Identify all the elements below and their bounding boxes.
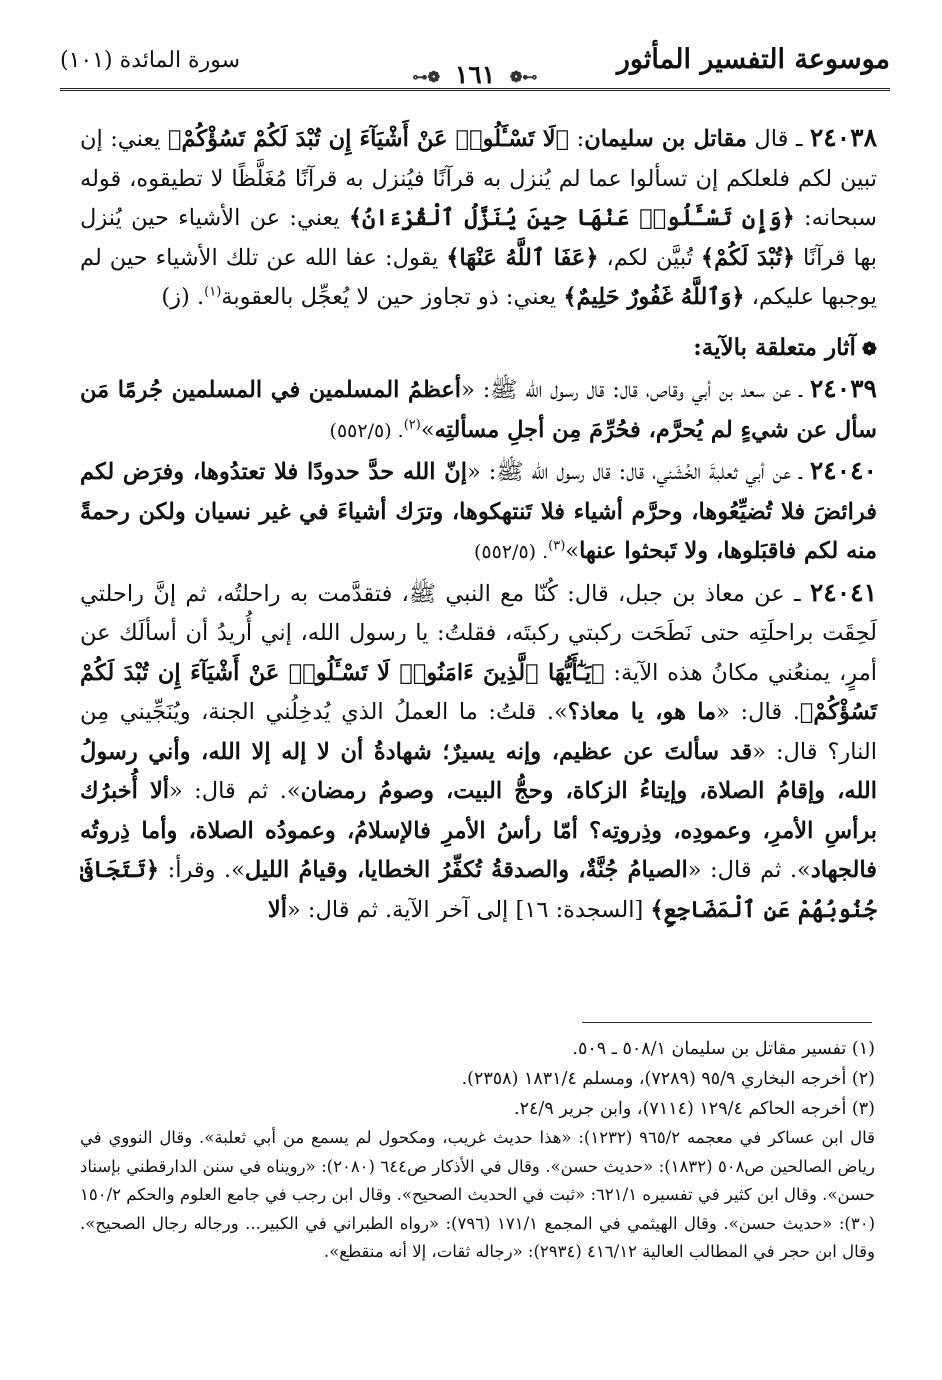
entry-text: عن أبي ثعلبةَ الخُشَني، قال: قال رسول الله ﷺ: « — [466, 459, 792, 485]
entry-text: ». ثم قال: « — [169, 778, 301, 804]
footnotes — [80, 1034, 875, 1267]
entry-24039 — [80, 369, 877, 451]
footnote-3-note: قال ابن عساكر في معجمه ٩٦٥/٢ (١٢٣٢): «هذا حديث غريب، ومكحول لم يسمع من أبي ثعلبة». وقال النووي في رياض الصالحين ص٥٠٨ (١٨٣٢): «حديث حسن». وقال في الأذكار ص٦٤٤ (٢٠٨٠): «رويناه في سنن الدارقطني بإسناد حسن». وقال ابن كثير في تفسيره ٦٢١/١: «ثبت في الحديث الصحيح». وقال ابن رجب في جامع العلوم والحكم ١٥٠/٢ (٣٠): «حديث حسن». وقال الهيثمي في المجمع ١٧١/١ (٧٩٦): «رواه الطبراني في الكبير... ورجاله رجال الصحيح». وقال ابن حجر في المطالب العالية ٤١٦/١٢ (٢٩٣٤): «رجاله ثقات، إلا أنه منقطع». — [80, 1128, 876, 1261]
hadith-text: إنّ الله حدَّ حدودًا فلا تعتدُوها، وفرَض لكم فرائضَ فلا تُضيِّعُوها، وحرَّم أشياء فلا تَنتهكوها، وترَك أشياءَ في غير نسيان ولكن رحمةً منه لكم فاقبَلوها، ولا تَبحثوا عنها — [80, 459, 877, 564]
entry-dash: ـ — [784, 580, 810, 607]
entry-text: قال — [746, 126, 789, 152]
hadith-text: ما هو، يا معاذ؟ — [567, 699, 717, 725]
footnote-marker[interactable]: (٢) — [403, 417, 421, 432]
footnote-2: (٢) أخرجه البخاري ٩٥/٩ (٧٢٨٩)، ومسلم ١٨٣١/٤ (٢٣٥٨). — [461, 1069, 875, 1089]
entry-text: يعني: عن الأشياء حين يُنزل بها قرآنًا — [80, 205, 877, 271]
entry-text: . (ز) — [161, 284, 205, 310]
entry-dash: ـ — [791, 459, 810, 485]
hadith-text: قد سألتَ عن عظيم، وإنه يسيرٌ؛ شهادةُ أن لا إله إلا الله، وأني رسولُ الله، وإقامُ الصلاة، وإيتاءُ الزكاة، وحجُّ البيت، وصومُ رمضان — [80, 738, 878, 804]
ornament-right-icon: ⊶❁ — [509, 67, 538, 86]
quran-verse: ﴿يَـٰٓأَيُّهَا ٱلَّذِينَ ءَامَنُوا۟ لَا تَسْـَٔلُوا۟ عَنْ أَشْيَآءَ إِن تُبْدَ لَكُمْ تَسُؤْكُمْ﴾ — [80, 659, 878, 725]
entry-text: ». وقرأ: — [159, 857, 245, 883]
entry-dash: ـ — [788, 126, 810, 152]
entry-text: ». ثم قال: « — [687, 857, 811, 883]
entry-text: عن معاذ بن جبل، قال: كُنّا مع النبي ﷺ، فتقدَّمت به راحلتُه، ثم إنَّ راحلتي لَحِقَت براحلَتِه حتى نَطَحَت ركبتي ركبتَه، فقلتُ: يا رسول الله، إني أُريدُ أن أسألَك عن أمرٍ، يمنعُني مكانُ هذه الآية: — [80, 580, 878, 686]
footnote-divider — [582, 1022, 872, 1023]
surah-label: سورة المائدة (١٠١) — [60, 48, 240, 73]
book-title: موسوعة التفسير المأثور — [616, 44, 890, 75]
header-divider — [60, 88, 890, 91]
hadith-text: ألا أُخبرُك برأسِ الأمرِ، وعمودِه، وذِروتِه؟ أمّا رأسُ الأمرِ فالإسلامُ، وعمودُه الصلاة، وأما ذِروتُه فالجهاد — [80, 778, 878, 883]
entry-number: ٢٤٠٣٩ — [809, 374, 877, 403]
footnote-marker[interactable]: (٣) — [548, 538, 566, 554]
entry-text: ». قلتُ: ما العملُ الذي يُدخِلُني الجنة، ويُنَجِّيني مِن النار؟ قال: « — [80, 699, 877, 765]
source-ref: . (٥٥٢/٥) — [329, 419, 404, 442]
quran-verse: ﴿وَإِن تَسْـَٔلُوا۟ عَنْهَا حِينَ يُنَزَّلُ ٱلْقُرْءَانُ﴾ — [348, 205, 795, 231]
narrator-name: مقاتل بن سليمان — [584, 126, 747, 152]
quran-verse: ﴿تُبْدَ لَكُمْ﴾ — [700, 244, 796, 271]
entry-number: ٢٤٠٤٠ — [809, 456, 877, 485]
source-ref: . (٥٥٢/٥) — [474, 541, 549, 563]
entry-24041 — [80, 573, 877, 931]
entry-dash: ـ — [791, 377, 810, 403]
entry-text: عن سعد بن أبي وقاص، قال: قال رسول الله ﷺ: « — [461, 377, 792, 403]
main-text — [80, 118, 877, 930]
entry-24040 — [80, 451, 877, 573]
flower-ornament-icon: ❁ — [861, 338, 877, 360]
entry-text: يعني: ذو تجاوز حين لا يُعجِّل بالعقوبة — [221, 284, 564, 310]
hadith-text: ألا — [267, 896, 288, 923]
footnote-1: (١) تفسير مقاتل بن سليمان ٥٠٨/١ ـ ٥٠٩. — [572, 1039, 875, 1059]
quran-verse: ﴿لَا تَسْـَٔلُوا۟ عَنْ أَشْيَآءَ إِن تُبْدَ لَكُمْ تَسُؤْكُمْ﴾ — [167, 126, 570, 152]
footnote-3: (٣) أخرجه الحاكم ١٢٩/٤ (٧١١٤)، وابن جرير ٢٤/٩. — [514, 1099, 875, 1119]
hadith-text: الصيامُ جُنَّةٌ، والصدقةُ تُكفِّرُ الخطايا، وقيامُ الليل — [244, 857, 688, 883]
hadith-text: أعظمُ المسلمين في المسلمين جُرمًا مَن سأل عن شيءٍ لم يُحرَّم، فحُرِّمَ مِن أجلِ مسألتِه — [80, 377, 877, 443]
entry-text: يعني: إن تبين لكم فلعلكم إن تسألوا عما لم يُنزل به قرآنًا فيُنزل به قرآنًا مُغَلَّظًا لا تطيقوه، قوله سبحانه: — [80, 126, 877, 231]
entry-24038 — [80, 118, 877, 318]
section-heading — [80, 328, 877, 370]
section-heading-text: آثار متعلقة بالآية: — [693, 333, 856, 361]
quran-verse: ﴿عَفَا ٱللَّهُ عَنْهَا﴾ — [446, 244, 599, 271]
footnote-marker[interactable]: (١) — [204, 284, 222, 300]
entry-text: [السجدة: ١٦] إلى آخر الآية. ثم قال: « — [287, 896, 651, 923]
entry-text: » — [420, 416, 435, 443]
quran-verse: ﴿تَتَجَافَىٰ جُنُوبُهُمْ عَنِ ٱلْمَضَاجِعِ﴾ — [80, 857, 877, 923]
page-number: ١٦١ — [454, 60, 496, 89]
entry-number: ٢٤٠٣٨ — [809, 123, 878, 152]
entry-number: ٢٤٠٤١ — [809, 577, 878, 607]
entry-text: . قال: « — [716, 699, 800, 725]
entry-text: تُبيَّن لكم، — [598, 244, 701, 271]
ornament-left-icon: ❁⊷ — [412, 67, 441, 86]
entry-text: » — [565, 538, 580, 564]
page-header — [60, 44, 890, 94]
entry-text: يقول: عفا الله عن تلك الأشياء حين لم يوجبها عليكم، — [80, 244, 877, 310]
entry-text: : — [569, 126, 585, 152]
quran-verse: ﴿وَٱللَّهُ غَفُورٌ حَلِيمٌ﴾ — [563, 284, 745, 310]
